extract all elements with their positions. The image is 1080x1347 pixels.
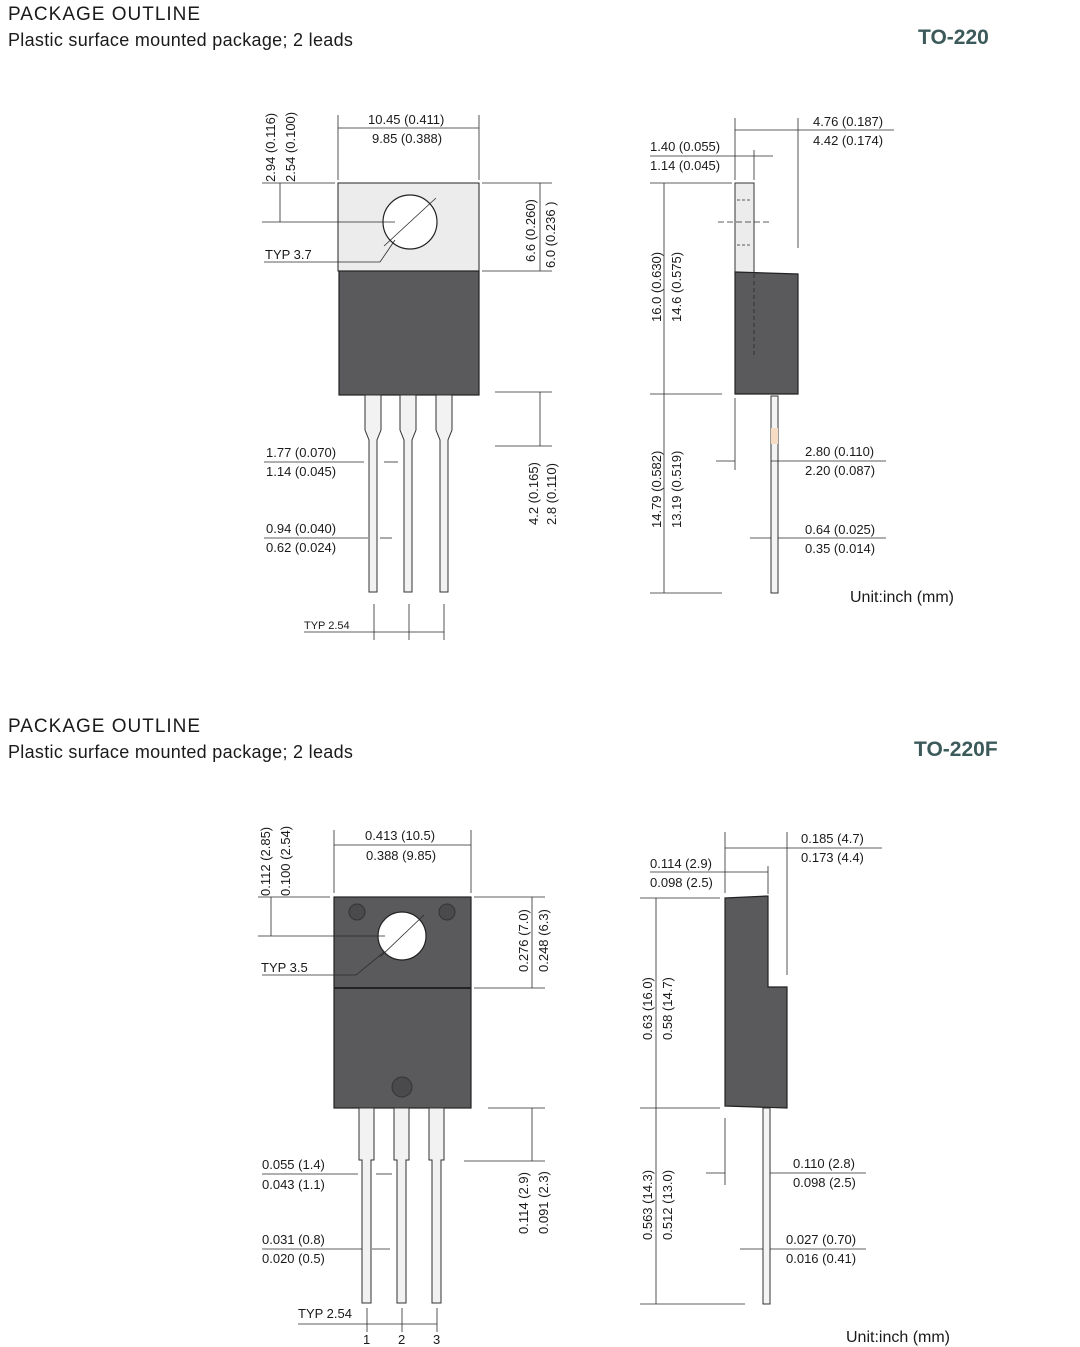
section1-title: PACKAGE OUTLINE bbox=[8, 4, 202, 25]
to220f-side-height-max: 0.63 (16.0) bbox=[640, 977, 655, 1040]
to220-side-tab-max: 1.40 (0.055) bbox=[650, 139, 721, 154]
to220-lead-width-max: 1.77 (0.070) bbox=[266, 445, 337, 460]
section2-subtitle: Plastic surface mounted package; 2 leads bbox=[8, 742, 354, 762]
to220-side-height-max: 16.0 (0.630) bbox=[649, 251, 664, 322]
to220-side-thick-min: 4.42 (0.174) bbox=[813, 133, 884, 148]
to220f-side-body bbox=[725, 896, 787, 1108]
to220f-pin-3: 3 bbox=[433, 1332, 441, 1347]
to220-side-tab bbox=[735, 183, 754, 275]
to220-lead-1 bbox=[365, 395, 381, 592]
to220f-width-max: 0.413 (10.5) bbox=[365, 828, 436, 843]
to220-front-view bbox=[262, 112, 559, 640]
to220f-tab-height-min: 0.248 (6.3) bbox=[536, 909, 551, 972]
to220f-hole-top-max: 0.112 (2.85) bbox=[258, 826, 273, 896]
to220f-side-lead-th-max: 0.027 (0.70) bbox=[786, 1232, 857, 1247]
to220-side-height-min: 14.6 (0.575) bbox=[669, 251, 684, 322]
to220f-width-min: 0.388 (9.85) bbox=[366, 848, 437, 863]
to220f-lead-width-min: 0.043 (1.1) bbox=[262, 1177, 325, 1192]
to220f-unit: Unit:inch (mm) bbox=[846, 1329, 951, 1346]
to220f-pitch: TYP 2.54 bbox=[298, 1306, 352, 1321]
to220-width-max: 10.45 (0.411) bbox=[368, 112, 445, 127]
to220f-pin-2: 2 bbox=[398, 1332, 406, 1347]
to220f-tab-height-max: 0.276 (7.0) bbox=[516, 909, 531, 972]
to220f-side-lead-off-min: 0.098 (2.5) bbox=[793, 1175, 856, 1190]
to220f-side-thick-min: 0.173 (4.4) bbox=[801, 850, 864, 865]
to220-shoulder-max: 4.2 (0.165) bbox=[526, 462, 541, 525]
to220-pitch: TYP 2.54 bbox=[304, 620, 350, 632]
to220-hole-top-min: 2.54 (0.100) bbox=[283, 111, 298, 182]
to220f-lead-thick-min: 0.020 (0.5) bbox=[262, 1251, 325, 1266]
to220-side-body bbox=[735, 272, 798, 394]
to220f-lead-2 bbox=[394, 1108, 409, 1303]
to220f-hole-top-min: 0.100 (2.54) bbox=[278, 825, 293, 896]
to220-lead-2 bbox=[400, 395, 416, 592]
to220f-side-lead-len-min: 0.512 (13.0) bbox=[660, 1169, 675, 1240]
to220-side-view bbox=[649, 114, 954, 606]
to220f-side-lead-off-max: 0.110 (2.8) bbox=[793, 1156, 855, 1171]
to220f-side-tab-min: 0.098 (2.5) bbox=[650, 875, 713, 890]
to220-hole-top-max: 2.94 (0.116) bbox=[263, 112, 278, 182]
to220-tab-height-max: 6.6 (0.260) bbox=[523, 199, 538, 262]
to220-side-lead-off-max: 2.80 (0.110) bbox=[805, 444, 875, 459]
to220f-side-lead-len-max: 0.563 (14.3) bbox=[640, 1169, 655, 1240]
to220-lead-thick-min: 0.62 (0.024) bbox=[266, 540, 337, 555]
to220f-pin-1: 1 bbox=[363, 1332, 371, 1347]
to220f-hole-typ: TYP 3.5 bbox=[261, 960, 308, 975]
to220-side-tab-min: 1.14 (0.045) bbox=[650, 158, 721, 173]
to220-side-lead-off-min: 2.20 (0.087) bbox=[805, 463, 876, 478]
section1-subtitle: Plastic surface mounted package; 2 leads bbox=[8, 30, 354, 50]
to220f-side-lead bbox=[763, 1108, 770, 1304]
to220f-lead-width-max: 0.055 (1.4) bbox=[262, 1157, 325, 1172]
to220-side-thick-max: 4.76 (0.187) bbox=[813, 114, 884, 129]
to220-lead-width-min: 1.14 (0.045) bbox=[266, 464, 337, 479]
to220f-side-view bbox=[640, 831, 950, 1346]
to220f-lead-3 bbox=[429, 1108, 444, 1303]
to220f-lead-1 bbox=[359, 1108, 374, 1303]
to220-lead-thick-max: 0.94 (0.040) bbox=[266, 521, 337, 536]
to220f-front-view bbox=[258, 826, 551, 1347]
to220-side-lead bbox=[771, 396, 778, 593]
to220-hole-typ: TYP 3.7 bbox=[265, 247, 312, 262]
to220f-side-lead-th-min: 0.016 (0.41) bbox=[786, 1251, 857, 1266]
to220f-shoulder-max: 0.114 (2.9) bbox=[516, 1172, 531, 1234]
to220-unit: Unit:inch (mm) bbox=[850, 589, 955, 606]
to220-body bbox=[339, 271, 479, 395]
to220f-side-thick-max: 0.185 (4.7) bbox=[801, 831, 864, 846]
to220f-lead-thick-max: 0.031 (0.8) bbox=[262, 1232, 325, 1247]
to220-side-lead-th-max: 0.64 (0.025) bbox=[805, 522, 876, 537]
to220-shoulder-min: 2.8 (0.110) bbox=[544, 463, 559, 525]
to220f-side-height-min: 0.58 (14.7) bbox=[660, 977, 675, 1040]
to220-side-lead-len-min: 13.19 (0.519) bbox=[669, 450, 684, 528]
to220-lead-3 bbox=[436, 395, 452, 592]
to220f-side-tab-max: 0.114 (2.9) bbox=[650, 856, 712, 871]
section1-package-name: TO-220 bbox=[918, 26, 989, 49]
to220-width-min: 9.85 (0.388) bbox=[372, 131, 443, 146]
to220f-shoulder-min: 0.091 (2.3) bbox=[536, 1171, 551, 1234]
section2-title: PACKAGE OUTLINE bbox=[8, 716, 202, 737]
section2-package-name: TO-220F bbox=[914, 738, 998, 761]
to220-side-lead-len-max: 14.79 (0.582) bbox=[649, 450, 664, 528]
to220-tab-height-min: 6.0 (0.236 ) bbox=[543, 201, 558, 268]
to220-side-lead-th-min: 0.35 (0.014) bbox=[805, 541, 876, 556]
